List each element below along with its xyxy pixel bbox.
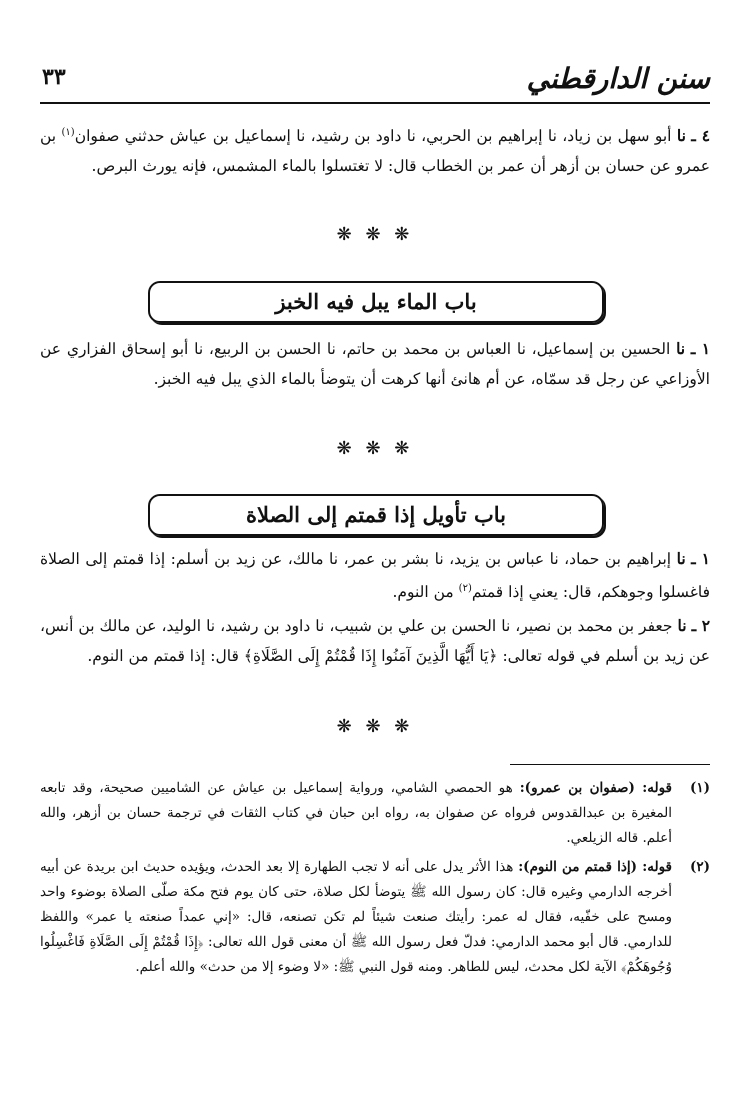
hadith-number: ٢ ـ [691, 616, 711, 635]
hadith-number: ١ ـ [691, 549, 710, 568]
narration-marker: نا [676, 339, 686, 358]
hadith-text: أبو سهل بن زياد، نا إبراهيم بن الحربي، نا داود بن رشيد، نا إسماعيل بن عياش حدثني صفوان [74, 127, 672, 146]
hadith-text: الحسين بن إسماعيل، نا العباس بن محمد بن حاتم، نا الحسن بن الربيع، نا أبو إسحاق الفزاري عن الأوزاعي عن رجل قد سمّاه، عن أم هانئ أنها كرهت أن يتوضأ بالماء الذي يبل فيه الخبز. [40, 340, 710, 388]
hadith-text: إبراهيم بن حماد، نا عباس بن يزيد، نا بشر بن عمر، نا مالك، عن زيد بن أسلم: إذا قمتم إلى الصلاة فاغسلوا وجوهكم، قال: يعني إذا قمتم [40, 550, 710, 602]
page-number: ٣٣ [42, 64, 66, 90]
footnote-label: قوله: (إذا قمتم من النوم): [518, 859, 672, 875]
footnote-text: هو الحمصي الشامي، ورواية إسماعيل بن عياش عن الشاميين صحيحة، وقد تابعه المغيرة بن عبدالقدوس فرواه عن صفوان به، رواه ابن حبان في كتاب الثقات في ترجمة حسان بن أزهر، والله أعلم. قاله الزيلعي. [40, 780, 672, 846]
bab-2-hadith-2 [40, 611, 710, 671]
bab-2-hadith-1 [40, 544, 710, 607]
separator-stars: ❋ ❋ ❋ [336, 716, 414, 737]
footnote-number: (٢) [689, 859, 710, 875]
header-rule [40, 102, 710, 104]
narration-marker: نا [676, 549, 686, 568]
footnote-ref: (٢) [458, 583, 472, 594]
footnote-2 [40, 855, 710, 980]
running-title: سنن الدارقطني [526, 62, 710, 95]
footnote-label: قوله: (صفوان بن عمرو): [519, 780, 672, 796]
footnote-rule [510, 764, 710, 765]
hadith-text: بن عمرو عن حسان بن أزهر أن عمر بن الخطاب قال: لا تغتسلوا بالماء المشمس، فإنه يورث البرص. [40, 127, 710, 176]
hadith-4 [40, 118, 710, 181]
separator-stars: ❋ ❋ ❋ [336, 224, 414, 245]
narration-marker: نا [677, 616, 687, 635]
separator-stars: ❋ ❋ ❋ [336, 438, 414, 459]
footnote-number: (١) [689, 780, 710, 796]
chapter-title-box: باب تأويل إذا قمتم إلى الصلاة [148, 494, 604, 536]
hadith-number: ١ ـ [690, 339, 711, 358]
hadith-number: ٤ ـ [691, 126, 711, 146]
footnote-1 [40, 776, 710, 851]
bab-1-hadith-1 [40, 334, 710, 394]
footnote-text: هذا الأثر يدل على أنه لا تجب الطهارة إلا بعد الحدث، ويؤيده حديث ابن بريدة عن أبيه أخرجه الدارمي وغيره قال: كان رسول الله ﷺ يتوضأ لكل صلاة، حتى كان يوم فتح مكة صلّى الصلاة بوضوء واحد ومسح على خفّيه، فقال له عمر: رأيتك صنعت شيئاً لم تكن تصنعه، قال: «إني عمداً صنعته يا عمر» واللفظ للدارمي. قال أبو محمد الدارمي: فدلّ فعل رسول الله ﷺ أن معنى قول الله تعالى: ﴿إِذَا قُمْتُمْ إِلَى الصَّلَاةِ فَاغْسِلُوا وُجُوهَكُمْ﴾ الآية لكل محدث، ليس للطاهر. ومنه قول النبي ﷺ: «لا وضوء إلا من حدث» والله أعلم. [40, 859, 672, 975]
page-header [40, 58, 710, 104]
narration-marker: نا [676, 126, 686, 146]
hadith-text: من النوم. [392, 583, 454, 602]
chapter-title-box: باب الماء يبل فيه الخبز [148, 281, 604, 323]
footnote-ref: (١) [61, 127, 75, 138]
hadith-text: جعفر بن محمد بن نصير، نا الحسن بن علي بن شبيب، نا داود بن رشيد، نا الوليد، عن مالك بن أنس، عن زيد بن أسلم في قوله تعالى: ﴿يَا أَيُّهَا الَّذِينَ آمَنُوا إِذَا قُمْتُمْ إِلَى الصَّلَاةِ﴾ قال: إذا قمتم من النوم. [40, 617, 710, 665]
